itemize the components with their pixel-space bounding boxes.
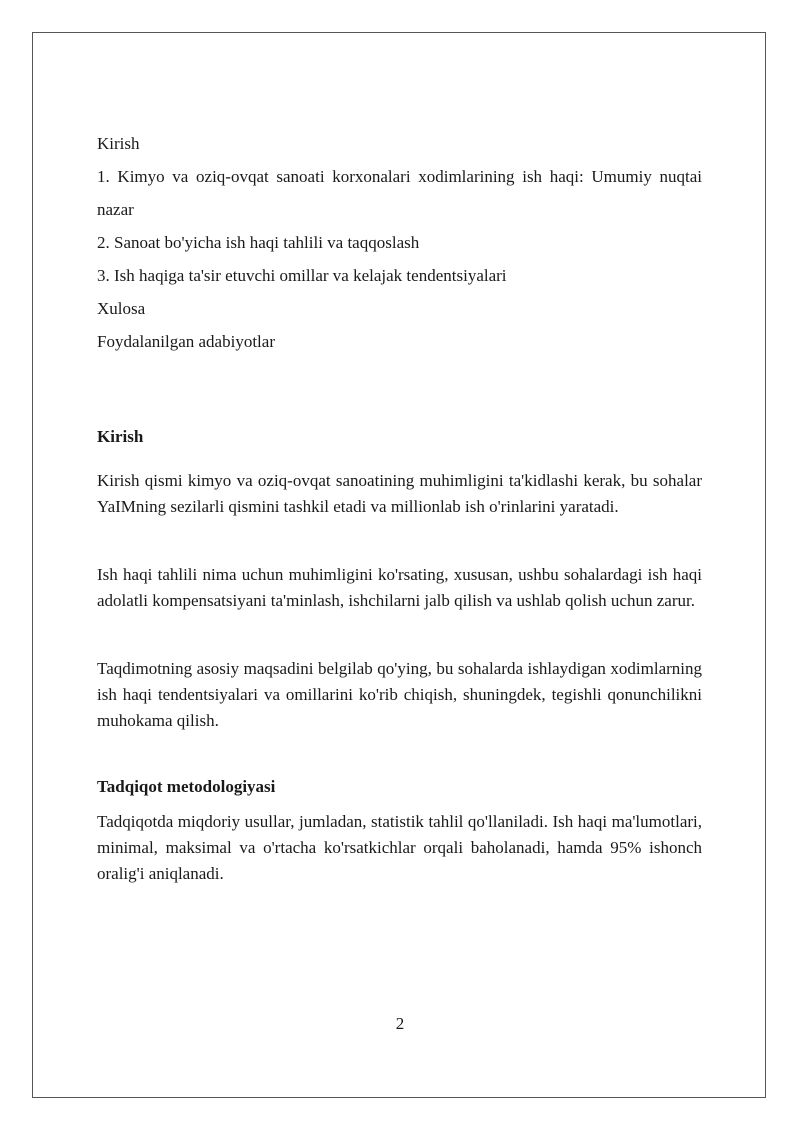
intro-paragraph-3: Taqdimotning asosiy maqsadini belgilab qo'ying, bu sohalarda ishlaydigan xodimlarning ish haqi tendentsiyalari va omillarini ko'rib chiqish, shuningdek, tegishli qonunchilikni muhokama qilish. bbox=[97, 659, 702, 730]
toc-item-intro: Kirish bbox=[97, 134, 140, 153]
toc-item-chapter-3: 3. Ish haqiga ta'sir etuvchi omillar va kelajak tendentsiyalari bbox=[97, 266, 507, 285]
toc-item-references: Foydalanilgan adabiyotlar bbox=[97, 332, 275, 351]
table-of-contents bbox=[97, 127, 702, 358]
toc-item-conclusion: Xulosa bbox=[97, 299, 146, 318]
intro-paragraph-2: Ish haqi tahlili nima uchun muhimligini ko'rsating, xususan, ushbu sohalardagi ish haqi adolatli kompensatsiyani ta'minlash, ishchilarni jalb qilish va ushlab qolish uchun zarur. bbox=[97, 565, 702, 610]
page-number: 2 bbox=[395, 1014, 405, 1033]
methodology-heading: Tadqiqot metodologiyasi bbox=[97, 777, 276, 796]
page-content bbox=[97, 127, 702, 887]
intro-heading: Kirish bbox=[97, 427, 144, 446]
toc-item-chapter-1: 1. Kimyo va oziq-ovqat sanoati korxonalari xodimlarining ish haqi: Umumiy nuqtai nazar bbox=[97, 167, 702, 219]
intro-paragraph-1: Kirish qismi kimyo va oziq-ovqat sanoatining muhimligini ta'kidlashi kerak, bu sohalar YaIMning sezilarli qismini tashkil etadi va millionlab ish o'rinlarini yaratadi. bbox=[97, 471, 702, 516]
toc-item-chapter-2: 2. Sanoat bo'yicha ish haqi tahlili va taqqoslash bbox=[97, 233, 420, 252]
methodology-paragraph: Tadqiqotda miqdoriy usullar, jumladan, statistik tahlil qo'llaniladi. Ish haqi ma'lumotlari, minimal, maksimal va o'rtacha ko'rsatkichlar orqali baholanadi, hamda 95% ishonch oralig'i aniqlanadi. bbox=[97, 812, 702, 883]
